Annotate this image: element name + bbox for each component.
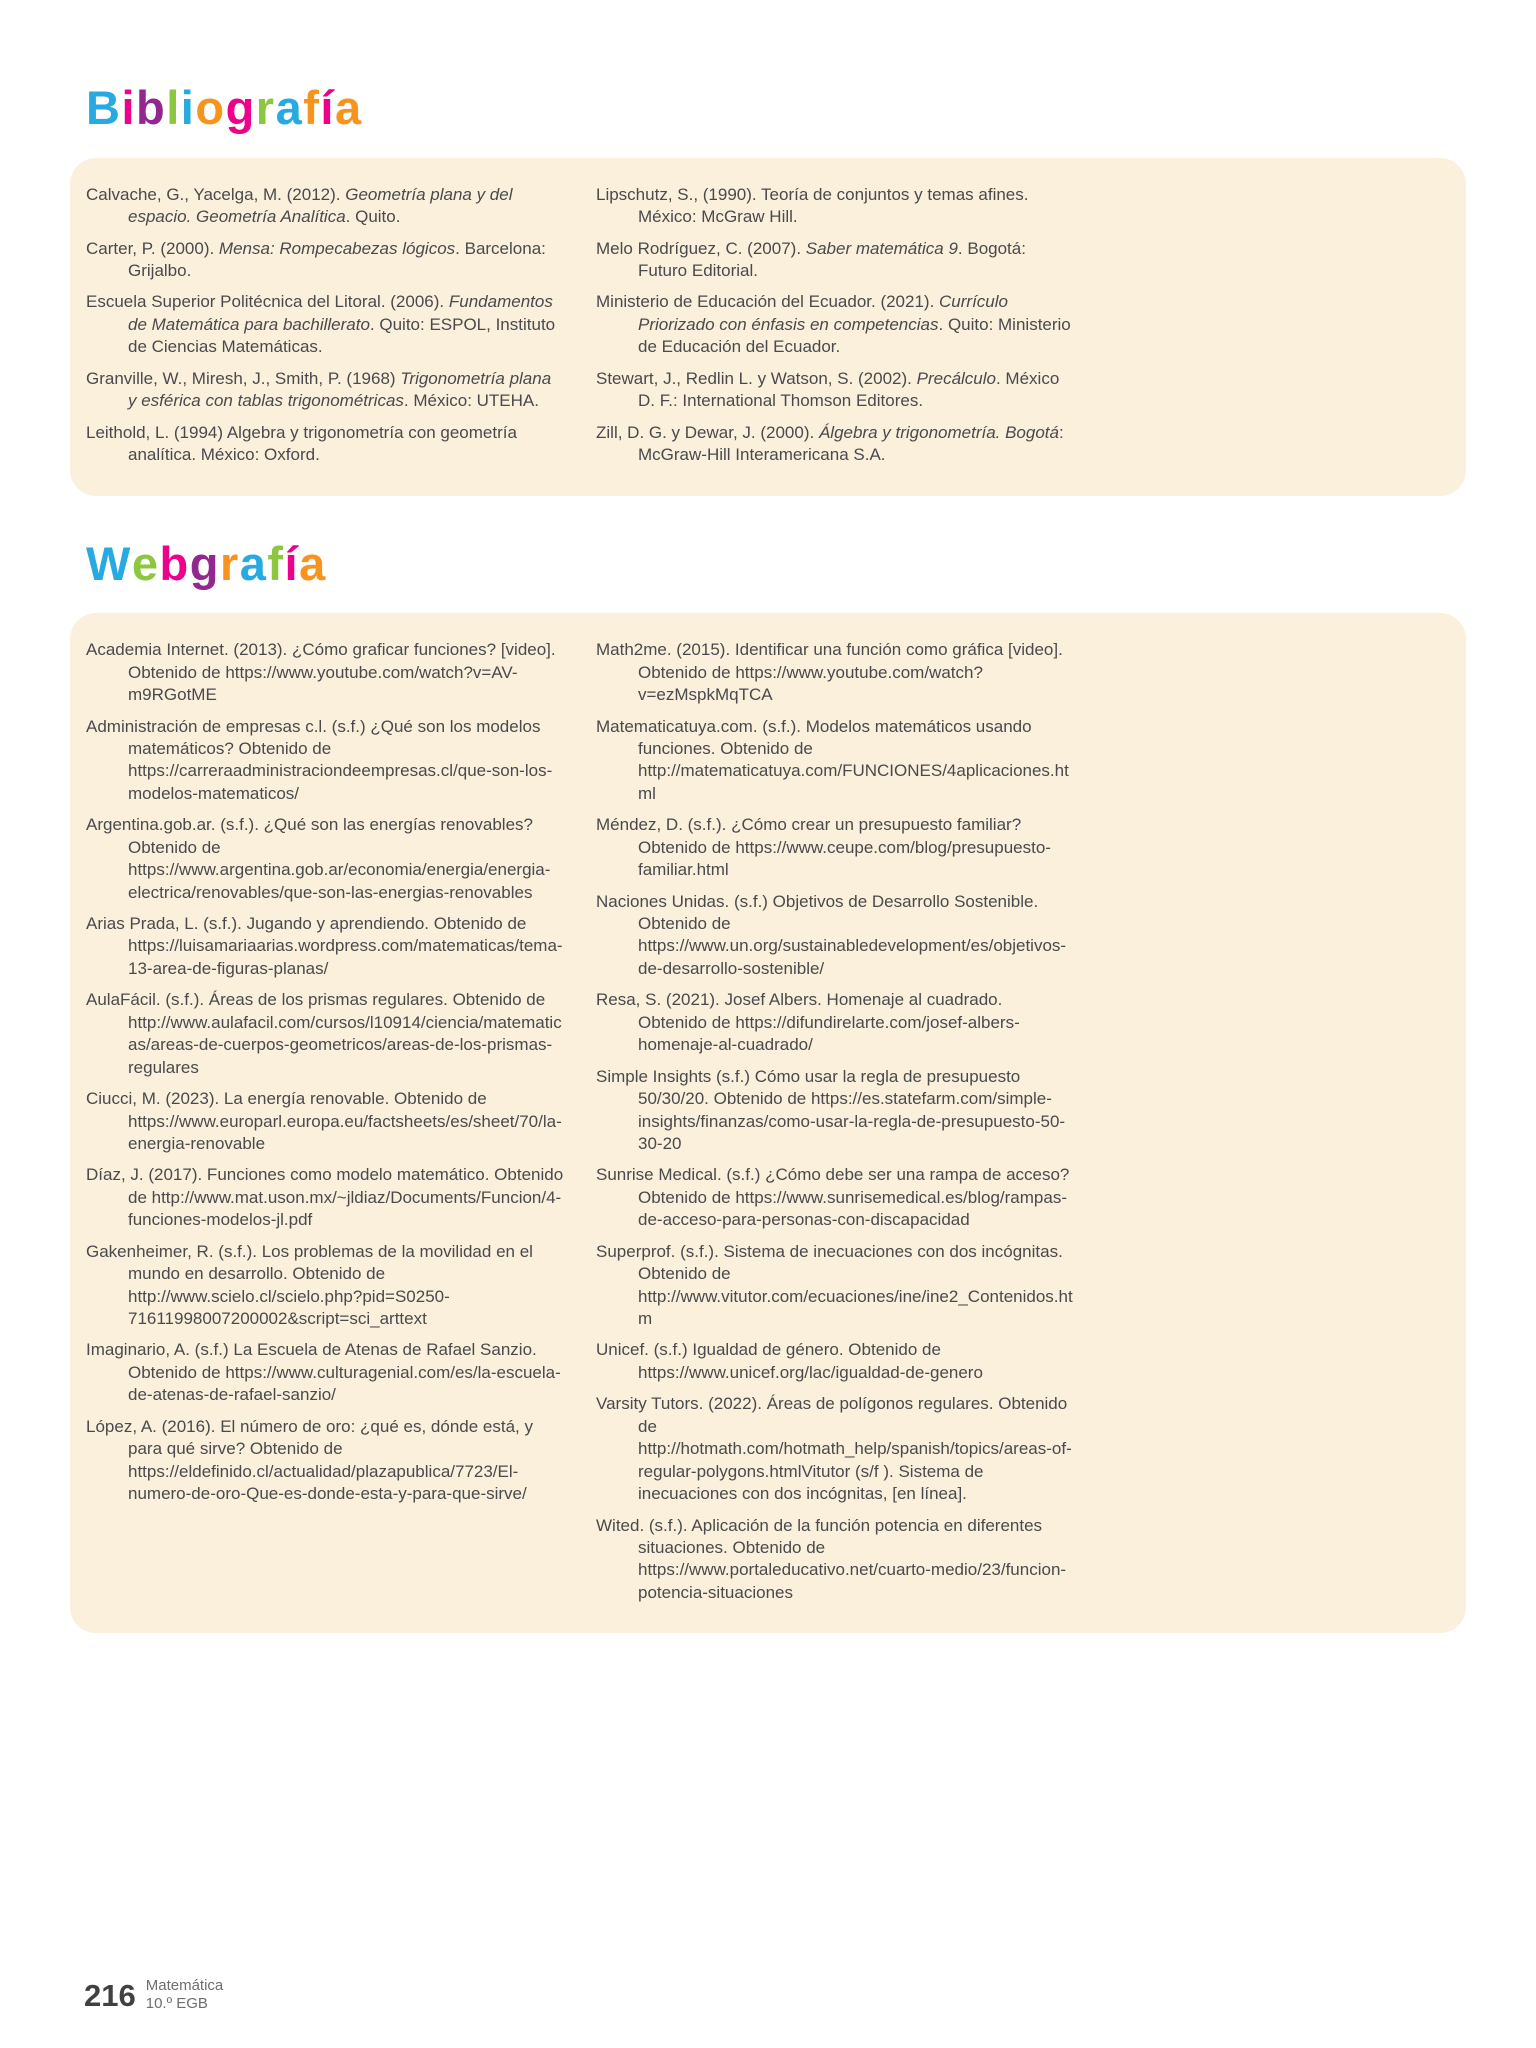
title-letter: r bbox=[255, 81, 276, 134]
reference-text: Díaz, J. (2017). Funciones como modelo matemático. Obtenido de http://www.mat.uson.mx/~jldiaz/Documents/Funcion/4-funciones-modelos-jl.pdf bbox=[86, 1165, 564, 1230]
reference-text: Stewart, J., Redlin L. y Watson, S. (2002). bbox=[596, 368, 917, 388]
reference-text: Escuela Superior Politécnica del Litoral. (2006). bbox=[86, 292, 449, 312]
reference-entry bbox=[596, 1339, 1074, 1384]
title-letter: a bbox=[334, 81, 363, 134]
reference-entry bbox=[596, 422, 1074, 467]
reference-title-italic: Fundamentos de Matemática para bachillerato bbox=[128, 292, 553, 334]
reference-text: Unicef. (s.f.) Igualdad de género. Obtenido de https://www.unicef.org/lac/igualdad-de-genero bbox=[596, 1340, 983, 1382]
reference-entry bbox=[596, 238, 1074, 283]
reference-text: Wited. (s.f.). Aplicación de la función potencia en diferentes situaciones. Obtenido de https://www.portaleducativo.net/cuarto-medio/23/funcion-potencia-situaciones bbox=[596, 1515, 1067, 1602]
title-letter: f bbox=[303, 81, 321, 134]
webliography-column-right bbox=[596, 639, 1074, 1613]
reference-text: Resa, S. (2021). Josef Albers. Homenaje al cuadrado. Obtenido de https://difundirelarte.com/josef-albers-homenaje-al-cuadrado/ bbox=[596, 990, 1020, 1055]
title-letter: a bbox=[275, 81, 304, 134]
reference-entry bbox=[596, 989, 1074, 1056]
reference-entry bbox=[86, 1339, 564, 1406]
reference-text: Superprof. (s.f.). Sistema de inecuaciones con dos incógnitas. Obtenido de http://www.vitutor.com/ecuaciones/ine/ine2_Contenidos.htm bbox=[596, 1241, 1073, 1328]
reference-title-italic: Currículo Priorizado con énfasis en competencias bbox=[638, 292, 1008, 334]
reference-text: Méndez, D. (s.f.). ¿Cómo crear un presupuesto familiar? Obtenido de https://www.ceupe.com/blog/presupuesto-familiar.html bbox=[596, 815, 1051, 880]
reference-text: Carter, P. (2000). bbox=[86, 238, 219, 258]
reference-entry bbox=[596, 716, 1074, 806]
bibliography-column-left bbox=[86, 184, 564, 476]
webliography-title bbox=[86, 538, 1466, 590]
title-letter: í bbox=[320, 81, 335, 134]
footer-grade: 10.º EGB bbox=[145, 1995, 208, 2013]
reference-text: Simple Insights (s.f.) Cómo usar la regla de presupuesto 50/30/20. Obtenido de https://es.statefarm.com/simple-insights/finanzas/como-usar-la-regla-de-presupuesto-50-30-20 bbox=[596, 1066, 1066, 1153]
reference-entry bbox=[86, 1088, 564, 1155]
title-letter: W bbox=[86, 536, 132, 590]
reference-entry bbox=[596, 1164, 1074, 1231]
reference-text: Imaginario, A. (s.f.) La Escuela de Atenas de Rafael Sanzio. Obtenido de https://www.culturagenial.com/es/la-escuela-de-atenas-de-rafael-sanzio/ bbox=[86, 1340, 561, 1405]
reference-entry bbox=[596, 1241, 1074, 1331]
reference-title-italic: Trigonometría plana y esférica con tablas trigonométricas bbox=[128, 368, 552, 411]
bibliography-column-right bbox=[596, 184, 1074, 476]
reference-title-italic: Geometría plana y del espacio. Geometría Analítica bbox=[128, 184, 513, 227]
webliography-box bbox=[70, 613, 1466, 1633]
reference-entry bbox=[86, 716, 564, 806]
reference-entry bbox=[596, 891, 1074, 981]
reference-text: Administración de empresas c.l. (s.f.) ¿Qué son los modelos matemáticos? Obtenido de https://carreraadministraciondeempresas.cl/que-son-los-modelos-matematicos/ bbox=[86, 716, 553, 803]
reference-entry bbox=[86, 913, 564, 980]
title-letter: í bbox=[284, 536, 300, 590]
reference-text: . Quito: Ministerio de Educación del Ecuador. bbox=[638, 314, 1071, 357]
title-letter: g bbox=[189, 536, 220, 590]
reference-text: Zill, D. G. y Dewar, J. (2000). bbox=[596, 422, 819, 442]
reference-entry bbox=[596, 368, 1074, 413]
title-letter: B bbox=[86, 81, 122, 134]
reference-entry bbox=[86, 368, 564, 413]
reference-entry bbox=[86, 639, 564, 706]
reference-entry bbox=[596, 814, 1074, 881]
page-number: 216 bbox=[84, 1977, 136, 2013]
reference-entry bbox=[86, 1241, 564, 1331]
title-letter: a bbox=[239, 536, 268, 590]
title-letter: r bbox=[219, 536, 240, 590]
reference-entry bbox=[596, 1393, 1074, 1505]
reference-text: Sunrise Medical. (s.f.) ¿Cómo debe ser una rampa de acceso? Obtenido de https://www.sunrisemedical.es/blog/rampas-de-acceso-para-personas-con-discapacidad bbox=[596, 1165, 1070, 1230]
reference-text: Melo Rodríguez, C. (2007). bbox=[596, 238, 806, 258]
title-letter: a bbox=[299, 536, 327, 590]
reference-text: . Bogotá: Futuro Editorial. bbox=[638, 238, 1026, 280]
page-footer bbox=[84, 1977, 223, 2015]
bibliography-box bbox=[70, 158, 1466, 496]
title-letter: i bbox=[121, 81, 137, 134]
reference-text: Lipschutz, S., (1990). Teoría de conjuntos y temas afines. México: McGraw Hill. bbox=[596, 184, 1029, 227]
reference-entry bbox=[596, 639, 1074, 706]
reference-text: Varsity Tutors. (2022). Áreas de polígonos regulares. Obtenido de http://hotmath.com/hotmath_help/spanish/topics/areas-of-regular-polygons.htmlVitutor (s/f ). Sistema de inecuaciones con dos incógnitas, [en línea]. bbox=[596, 1394, 1072, 1504]
webliography-column-left bbox=[86, 639, 564, 1514]
reference-text: Arias Prada, L. (s.f.). Jugando y aprendiendo. Obtenido de https://luisamariaarias.wordpress.com/matematicas/tema-13-area-de-figuras-planas/ bbox=[86, 914, 563, 978]
reference-title-italic: Precálculo bbox=[916, 368, 996, 388]
reference-entry bbox=[596, 1066, 1074, 1156]
reference-entry bbox=[86, 1164, 564, 1231]
reference-text: Leithold, L. (1994) Algebra y trigonometría con geometría analítica. México: Oxford. bbox=[86, 422, 517, 465]
reference-text: . Barcelona: Grijalbo. bbox=[128, 238, 546, 280]
title-letter: e bbox=[131, 536, 160, 590]
reference-text: . Quito: ESPOL, Instituto de Ciencias Matemáticas. bbox=[128, 314, 556, 357]
reference-title-italic: Mensa: Rompecabezas lógicos bbox=[218, 238, 456, 258]
reference-entry bbox=[86, 1416, 564, 1506]
title-letter: b bbox=[136, 81, 167, 134]
reference-entry bbox=[86, 238, 564, 283]
bibliography-title bbox=[86, 82, 1466, 134]
reference-text: Argentina.gob.ar. (s.f.). ¿Qué son las energías renovables? Obtenido de https://www.argentina.gob.ar/economia/energia/energia-electrica/renovables/que-son-las-energias-renovables bbox=[86, 815, 551, 902]
title-letter: l bbox=[166, 81, 181, 134]
reference-text: Granville, W., Miresh, J., Smith, P. (1968) bbox=[86, 368, 401, 388]
footer-meta bbox=[146, 1977, 224, 2015]
footer-subject: Matemática bbox=[145, 1976, 224, 1994]
reference-text: AulaFácil. (s.f.). Áreas de los prismas regulares. Obtenido de http://www.aulafacil.com/cursos/l10914/ciencia/matematicas/areas-de-cuerpos-geometricos/areas-de-los-prismas-regulares bbox=[86, 990, 562, 1077]
title-letter: g bbox=[225, 81, 256, 134]
reference-entry bbox=[86, 422, 564, 467]
title-letter: i bbox=[180, 81, 196, 134]
reference-text: . México D. F.: International Thomson Editores. bbox=[638, 368, 1060, 411]
title-letter: b bbox=[159, 536, 190, 590]
reference-entry bbox=[86, 814, 564, 904]
reference-entry bbox=[86, 184, 564, 229]
reference-text: Matematicatuya.com. (s.f.). Modelos matemáticos usando funciones. Obtenido de http://matematicatuya.com/FUNCIONES/4aplicaciones.html bbox=[596, 716, 1069, 803]
reference-entry bbox=[596, 291, 1074, 358]
reference-title-italic: Álgebra y trigonometría. Bogotá bbox=[818, 422, 1059, 442]
reference-entry bbox=[596, 1515, 1074, 1605]
reference-text: Ciucci, M. (2023). La energía renovable. Obtenido de https://www.europarl.europa.eu/factsheets/es/sheet/70/la-energia-renovable bbox=[86, 1089, 562, 1153]
reference-title-italic: Saber matemática 9 bbox=[805, 238, 958, 258]
reference-text: . México: UTEHA. bbox=[403, 391, 539, 411]
reference-text: Math2me. (2015). Identificar una función como gráfica [video]. Obtenido de https://www.youtube.com/watch?v=ezMspkMqTCA bbox=[596, 640, 1063, 705]
reference-entry bbox=[86, 291, 564, 358]
reference-text: Academia Internet. (2013). ¿Cómo graficar funciones? [video]. Obtenido de https://www.youtube.com/watch?v=AV-m9RGotME bbox=[86, 640, 556, 705]
reference-text: López, A. (2016). El número de oro: ¿qué es, dónde está, y para qué sirve? Obtenido de https://eldefinido.cl/actualidad/plazapublica/7723/El-numero-de-oro-Que-es-donde-esta-y-para-que-sirve/ bbox=[86, 1416, 533, 1504]
title-letter: o bbox=[195, 81, 226, 134]
reference-text: : McGraw-Hill Interamericana S.A. bbox=[638, 422, 1064, 465]
reference-text: . Quito. bbox=[345, 207, 401, 227]
reference-text: Ministerio de Educación del Ecuador. (2021). bbox=[596, 292, 940, 312]
reference-entry bbox=[596, 184, 1074, 229]
reference-entry bbox=[86, 989, 564, 1079]
title-letter: f bbox=[267, 536, 285, 590]
reference-text: Gakenheimer, R. (s.f.). Los problemas de la movilidad en el mundo en desarrollo. Obtenido de http://www.scielo.cl/scielo.php?pid=S0250-71611998007200002&script=sci_arttext bbox=[86, 1241, 533, 1328]
reference-text: Calvache, G., Yacelga, M. (2012). bbox=[86, 184, 346, 204]
reference-text: Naciones Unidas. (s.f.) Objetivos de Desarrollo Sostenible. Obtenido de https://www.un.org/sustainabledevelopment/es/objetivos-de-desarrollo-sostenible/ bbox=[596, 891, 1067, 978]
